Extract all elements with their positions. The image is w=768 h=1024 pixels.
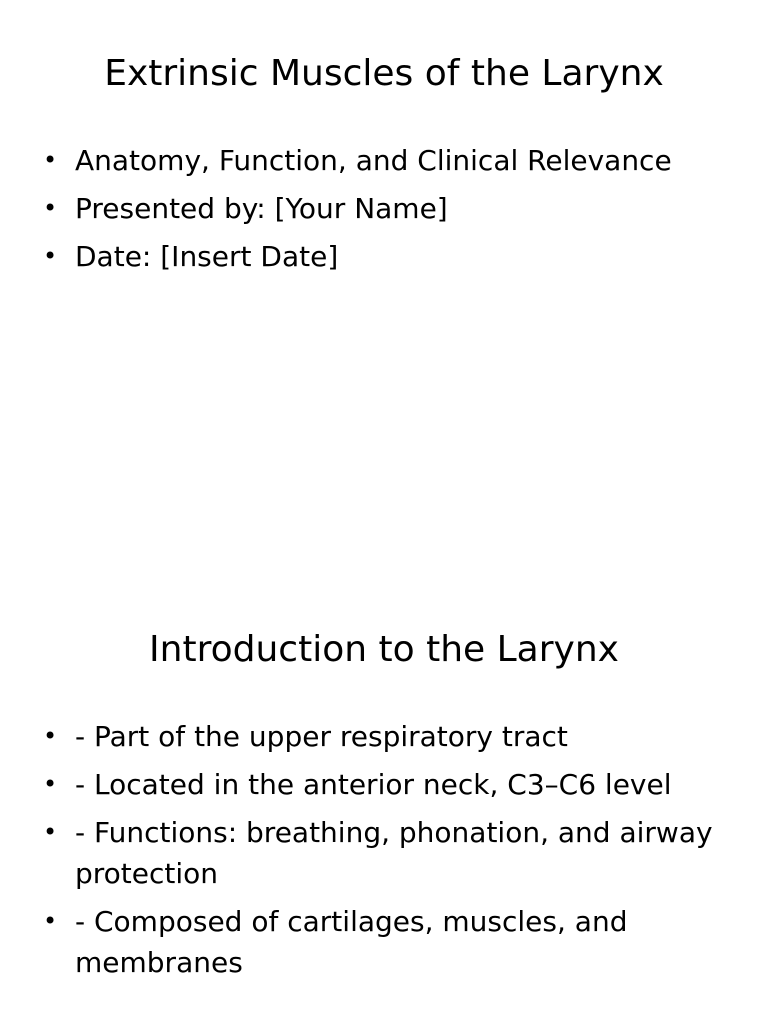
bullet-item [0,140,768,181]
slide-2 [0,576,768,1024]
bullet-text: - Part of the upper respiratory tract [75,720,568,753]
bullet-icon: • [43,818,58,846]
bullet-icon: • [43,770,58,798]
bullet-text: Presented by: [Your Name] [75,192,448,225]
bullet-item [0,901,768,983]
bullet-list [0,140,768,284]
bullet-icon: • [43,907,58,935]
bullet-item [0,236,768,277]
bullet-text: - Located in the anterior neck, C3–C6 level [75,768,672,801]
bullet-item [0,812,768,894]
bullet-item [0,716,768,757]
bullet-text: Anatomy, Function, and Clinical Relevance [75,144,672,177]
slide-title: Extrinsic Muscles of the Larynx [104,53,664,94]
bullet-text: - Functions: breathing, phonation, and airway protection [75,816,713,890]
bullet-text: Date: [Insert Date] [75,240,339,273]
bullet-text: - Composed of cartilages, muscles, and membranes [75,905,628,979]
bullet-list [0,716,768,990]
slide-title: Introduction to the Larynx [149,629,619,670]
bullet-item [0,764,768,805]
bullet-item [0,188,768,229]
bullet-icon: • [43,146,58,174]
bullet-icon: • [43,194,58,222]
bullet-icon: • [43,242,58,270]
bullet-icon: • [43,722,58,750]
